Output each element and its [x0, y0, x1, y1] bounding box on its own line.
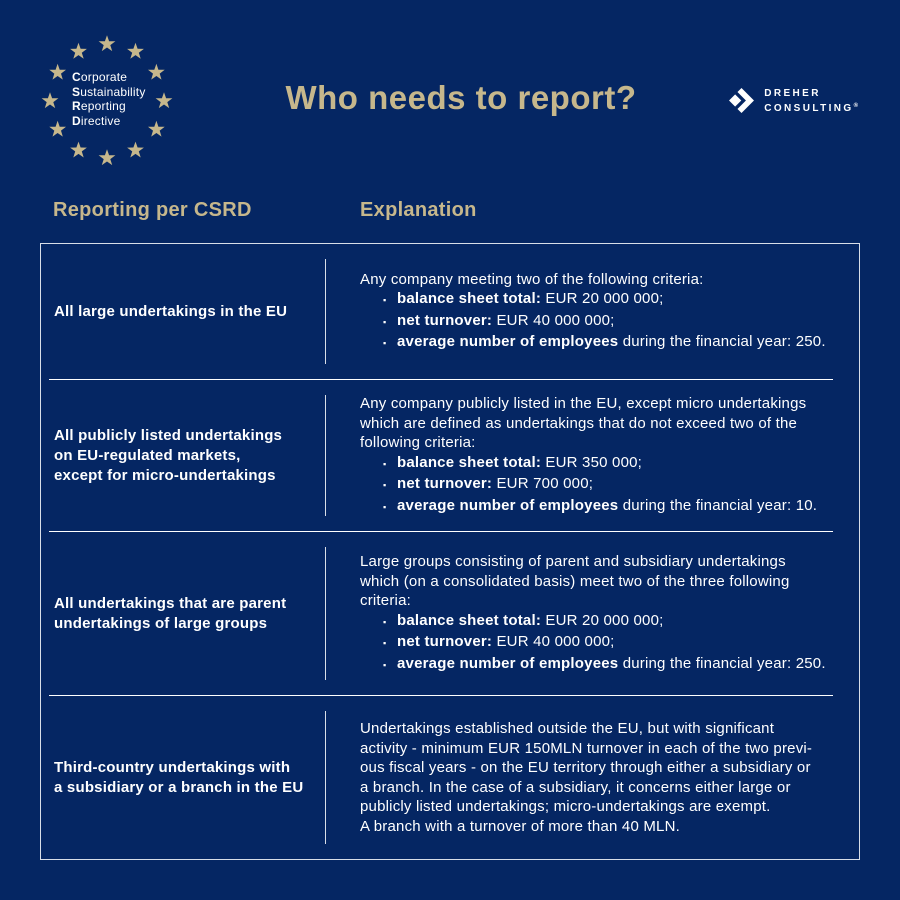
explanation-line: publicly listed undertakings; micro-undertakings are exempt.: [360, 798, 771, 815]
eu-star: [99, 149, 116, 165]
dreher-consulting-logo: [728, 87, 858, 114]
criteria-bullet: ▪ net turnover: EUR 40 000 000;: [360, 311, 853, 333]
bullet-icon: ▪: [383, 338, 387, 348]
row-label: [41, 244, 325, 379]
row-label-line: All large undertakings in the EU: [54, 302, 288, 320]
explanation-line: A branch with a turnover of more than 40 MLN.: [360, 817, 680, 835]
brand-line1: DREHER: [764, 87, 821, 99]
eu-star: [127, 142, 144, 158]
table-row: [41, 244, 859, 379]
explanation-line: following criteria:: [360, 434, 476, 451]
criteria-bullet: ▪ net turnover: EUR 700 000;: [360, 474, 853, 496]
page-title: Who needs to report?: [285, 79, 637, 116]
csrd-logo-word: Corporate: [72, 70, 128, 84]
table-row: [41, 380, 859, 531]
bullet-icon: ▪: [383, 616, 387, 627]
bullet-icon: ▪: [383, 659, 387, 670]
explanation-line: activity - minimum EUR 150MLN turnover in each of the two previ-: [360, 739, 813, 757]
eu-star: [70, 142, 87, 158]
csrd-logo-word: Directive: [72, 113, 121, 128]
brand-line2: [764, 101, 858, 114]
bullet-icon: ▪: [383, 638, 387, 648]
explanation-line: Large groups consisting of parent and subsidiary undertakings: [360, 553, 786, 570]
row-label: [41, 380, 325, 531]
bullet-icon: ▪: [383, 295, 387, 305]
bullet-icon: ▪: [383, 501, 387, 512]
column-header-reporting: Reporting per CSRD: [53, 199, 252, 221]
explanation-line: ous fiscal years - on the EU territory through either a subsidiary or: [360, 759, 811, 776]
row-label-line: All undertakings that are parent: [54, 594, 287, 612]
bullet-icon: ▪: [383, 480, 387, 490]
explanation-line: Undertakings established outside the EU, but with significant: [360, 720, 775, 737]
row-label-line: All publicly listed undertakings: [54, 426, 283, 444]
criteria-bullet: ▪ net turnover: EUR 40 000 000;: [360, 632, 853, 654]
brand-text: [764, 88, 858, 114]
diamond-icon: [728, 87, 755, 114]
explanation-line: Any company publicly listed in the EU, except micro undertakings: [360, 395, 807, 412]
csrd-logo-word: Reporting: [72, 99, 126, 113]
explanation-line: which (on a consolidated basis) meet two of the three following: [360, 572, 790, 590]
row-label-line: except for micro-undertakings: [54, 466, 276, 484]
criteria-bullet: ▪ average number of employees during the financial year: 10.: [360, 496, 853, 518]
eu-star: [49, 121, 66, 137]
eu-star: [148, 121, 165, 137]
criteria-bullet: ▪ average number of employees during the financial year: 250.: [360, 332, 853, 354]
eu-star: [148, 64, 165, 80]
row-explanation: [326, 380, 859, 531]
row-label: [41, 696, 325, 859]
row-label: [41, 532, 325, 695]
row-label-line: undertakings of large groups: [54, 614, 268, 632]
eu-star: [70, 43, 87, 59]
explanation-line: Any company meeting two of the following criteria:: [360, 270, 704, 288]
csrd-logo-word: Sustainability: [72, 84, 146, 99]
criteria-bullet: ▪ balance sheet total: EUR 20 000 000;: [360, 289, 853, 311]
bullet-icon: ▪: [383, 316, 387, 327]
table-row: [41, 696, 859, 859]
eu-star: [49, 64, 66, 80]
explanation-line: criteria:: [360, 592, 411, 609]
bullet-icon: ▪: [383, 458, 387, 469]
row-label-line: on EU-regulated markets,: [54, 446, 241, 464]
table-row: [41, 532, 859, 695]
criteria-bullet: ▪ balance sheet total: EUR 350 000;: [360, 453, 853, 475]
eu-star: [99, 35, 116, 51]
criteria-table: [40, 243, 860, 860]
brand-line2-text: CONSULTING: [764, 102, 854, 114]
eu-star: [127, 43, 144, 59]
row-explanation: [326, 696, 859, 859]
column-header-explanation: Explanation: [360, 199, 477, 221]
criteria-bullet: ▪ average number of employees during the financial year: 250.: [360, 654, 853, 676]
row-explanation: [326, 532, 859, 695]
registered-mark: ®: [853, 102, 858, 109]
row-label-line: Third-country undertakings with: [54, 758, 291, 776]
row-explanation: [326, 244, 859, 379]
explanation-line: which are defined as undertakings that do not exceed two of the: [360, 414, 798, 432]
explanation-line: a branch. In the case of a subsidiary, it concerns either large or: [360, 778, 791, 796]
criteria-bullet: ▪ balance sheet total: EUR 20 000 000;: [360, 611, 853, 633]
row-label-line: a subsidiary or a branch in the EU: [54, 778, 304, 796]
